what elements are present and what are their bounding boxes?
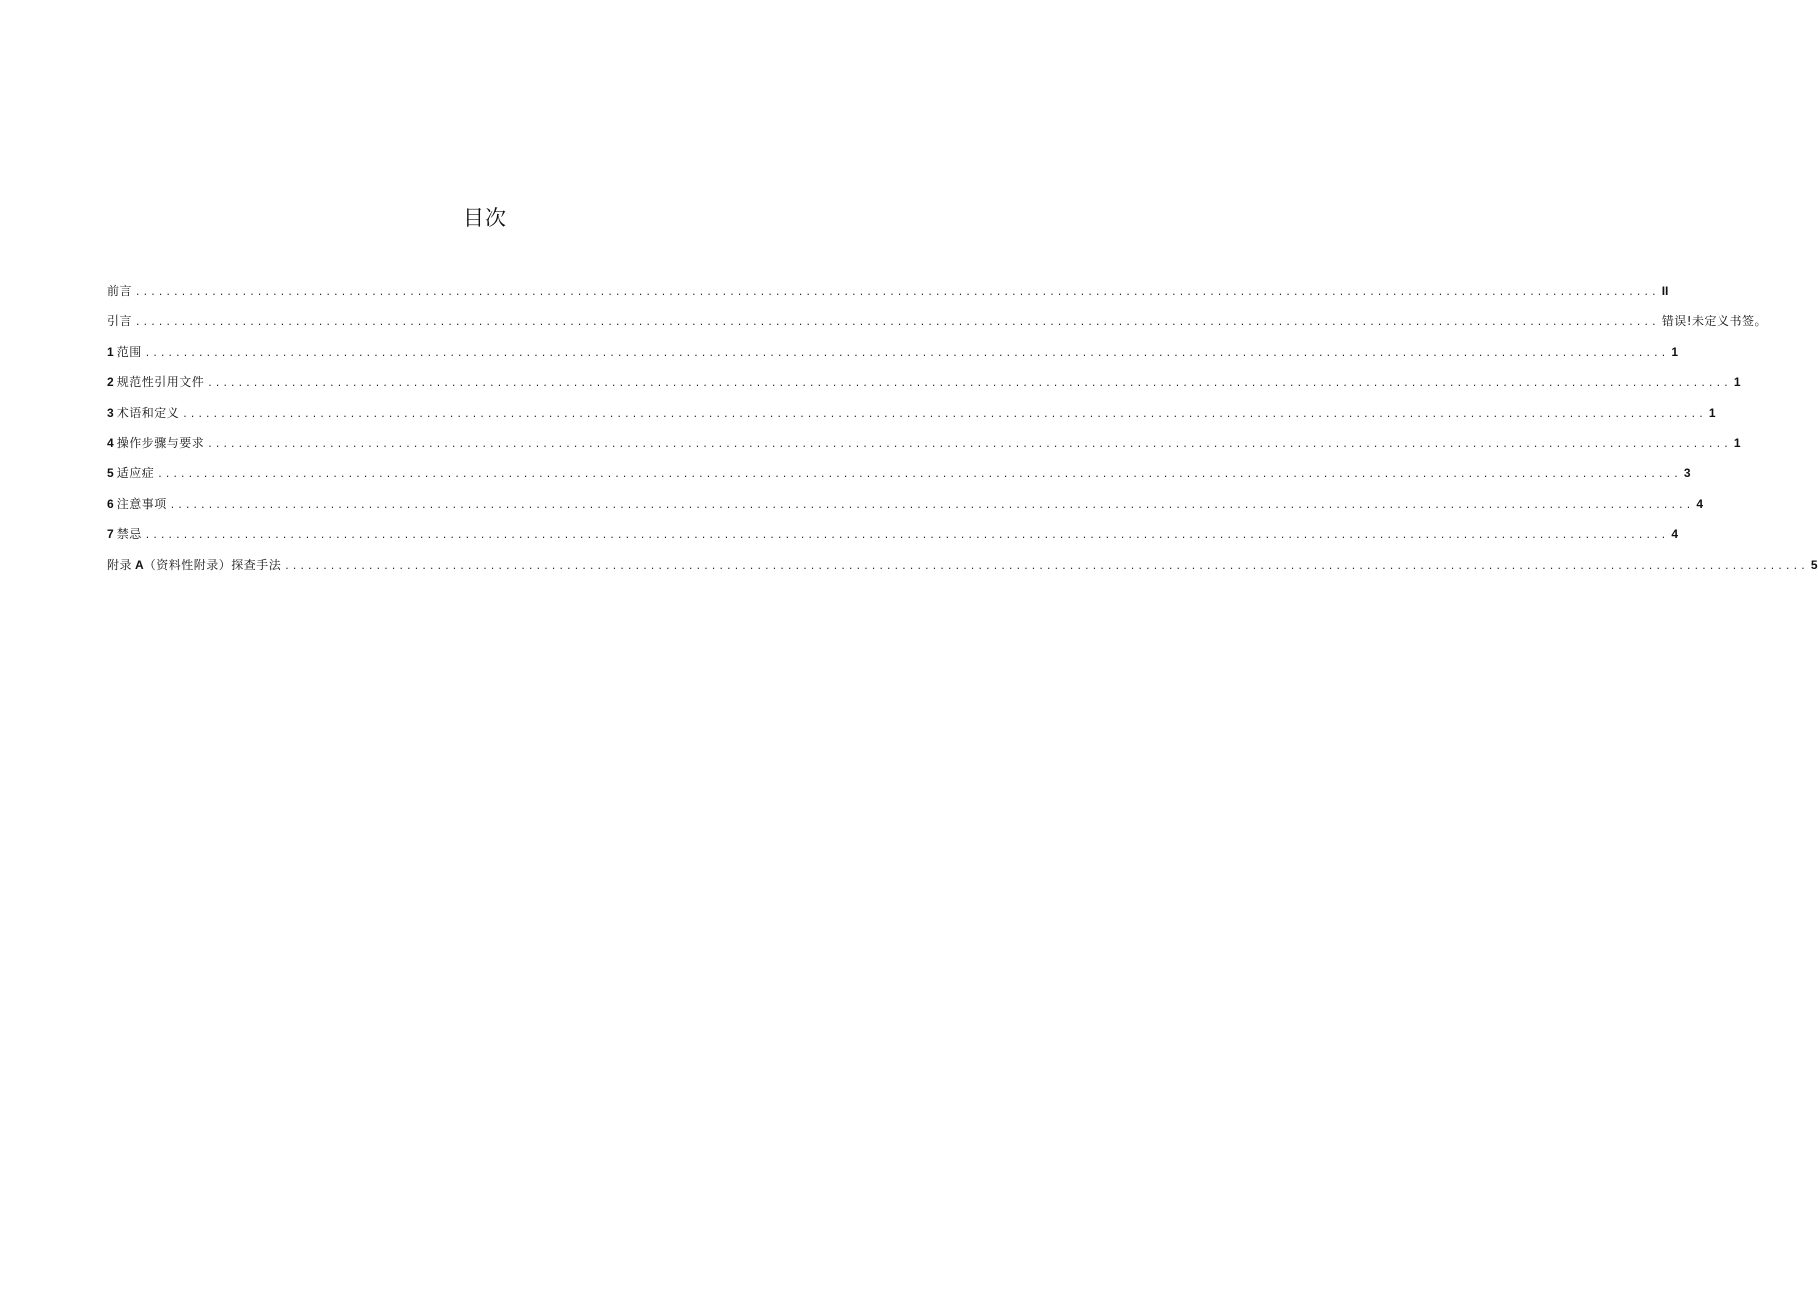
toc-entry-text-after: （资料性附录）探查手法	[143, 557, 282, 572]
toc-entry-number: 2	[107, 375, 114, 390]
toc-entry-text: 禁忌	[116, 527, 142, 542]
toc-dot-leader: ........................................................................................................................................................................................................	[169, 500, 1694, 511]
toc-entry-label	[107, 313, 132, 329]
toc-entry-contraindications[interactable]	[107, 526, 1679, 556]
toc-dot-leader: ........................................................................................................................................................................................................	[207, 439, 1731, 450]
toc-entry-number: 1	[107, 344, 114, 359]
toc-entry-text: 规范性引用文件	[116, 375, 205, 390]
toc-entry-text: 附录	[107, 557, 133, 572]
toc-entry-procedure[interactable]	[107, 435, 1741, 465]
toc-page-number: 3	[1683, 466, 1691, 481]
toc-page-number: 5	[1810, 557, 1818, 572]
toc-entry-number: 4	[107, 435, 114, 450]
toc-dot-leader: ........................................................................................................................................................................................................	[207, 379, 1731, 390]
toc-appendix-letter: A	[135, 557, 144, 572]
toc-entry-text: 引言	[107, 314, 133, 329]
toc-dot-leader: ........................................................................................................................................................................................................	[135, 318, 1659, 329]
toc-entry-appendix-a[interactable]	[107, 557, 1818, 587]
toc-entry-label	[107, 435, 204, 451]
toc-entry-text: 术语和定义	[116, 405, 180, 420]
table-of-contents	[107, 283, 1818, 587]
toc-entry-label	[107, 526, 142, 542]
toc-dot-leader: ........................................................................................................................................................................................................	[284, 561, 1808, 572]
toc-page-number: 1	[1671, 344, 1679, 359]
toc-entry-label	[107, 374, 204, 390]
toc-entry-text: 范围	[116, 344, 142, 359]
toc-page-number: 1	[1708, 405, 1716, 420]
toc-entry-foreword[interactable]	[107, 283, 1669, 313]
toc-entry-introduction[interactable]	[107, 313, 1768, 343]
toc-page-number: 1	[1733, 435, 1741, 450]
toc-entry-indications[interactable]	[107, 465, 1691, 495]
toc-dot-leader: ........................................................................................................................................................................................................	[135, 288, 1659, 298]
toc-entry-number: 6	[107, 496, 114, 511]
toc-page-number: II	[1661, 284, 1669, 298]
toc-dot-leader: ........................................................................................................................................................................................................	[157, 470, 1681, 481]
toc-dot-leader: ........................................................................................................................................................................................................	[144, 531, 1669, 542]
toc-entry-precautions[interactable]	[107, 496, 1704, 526]
toc-entry-terms-definitions[interactable]	[107, 405, 1716, 435]
toc-page-number: 错误!未定义书签。	[1661, 314, 1768, 329]
toc-entry-label	[107, 557, 281, 573]
toc-dot-leader: ........................................................................................................................................................................................................	[144, 348, 1669, 359]
toc-page-number: 1	[1733, 375, 1741, 390]
toc-entry-label	[107, 283, 132, 299]
toc-entry-text: 前言	[107, 284, 133, 298]
toc-entry-number: 3	[107, 405, 114, 420]
page-title: 目次	[463, 206, 507, 230]
toc-dot-leader: ........................................................................................................................................................................................................	[182, 409, 1706, 420]
toc-entry-scope[interactable]	[107, 344, 1679, 374]
toc-entry-label	[107, 344, 142, 360]
toc-entry-text: 适应症	[116, 466, 155, 481]
toc-entry-label	[107, 496, 167, 512]
toc-entry-text: 操作步骤与要求	[116, 435, 205, 450]
toc-entry-label	[107, 405, 179, 421]
toc-entry-number: 5	[107, 466, 114, 481]
toc-entry-text: 注意事项	[116, 496, 167, 511]
toc-entry-normative-references[interactable]	[107, 374, 1741, 404]
toc-page-number: 4	[1696, 496, 1704, 511]
toc-entry-label	[107, 465, 154, 481]
toc-entry-number: 7	[107, 527, 114, 542]
toc-page-number: 4	[1671, 527, 1679, 542]
